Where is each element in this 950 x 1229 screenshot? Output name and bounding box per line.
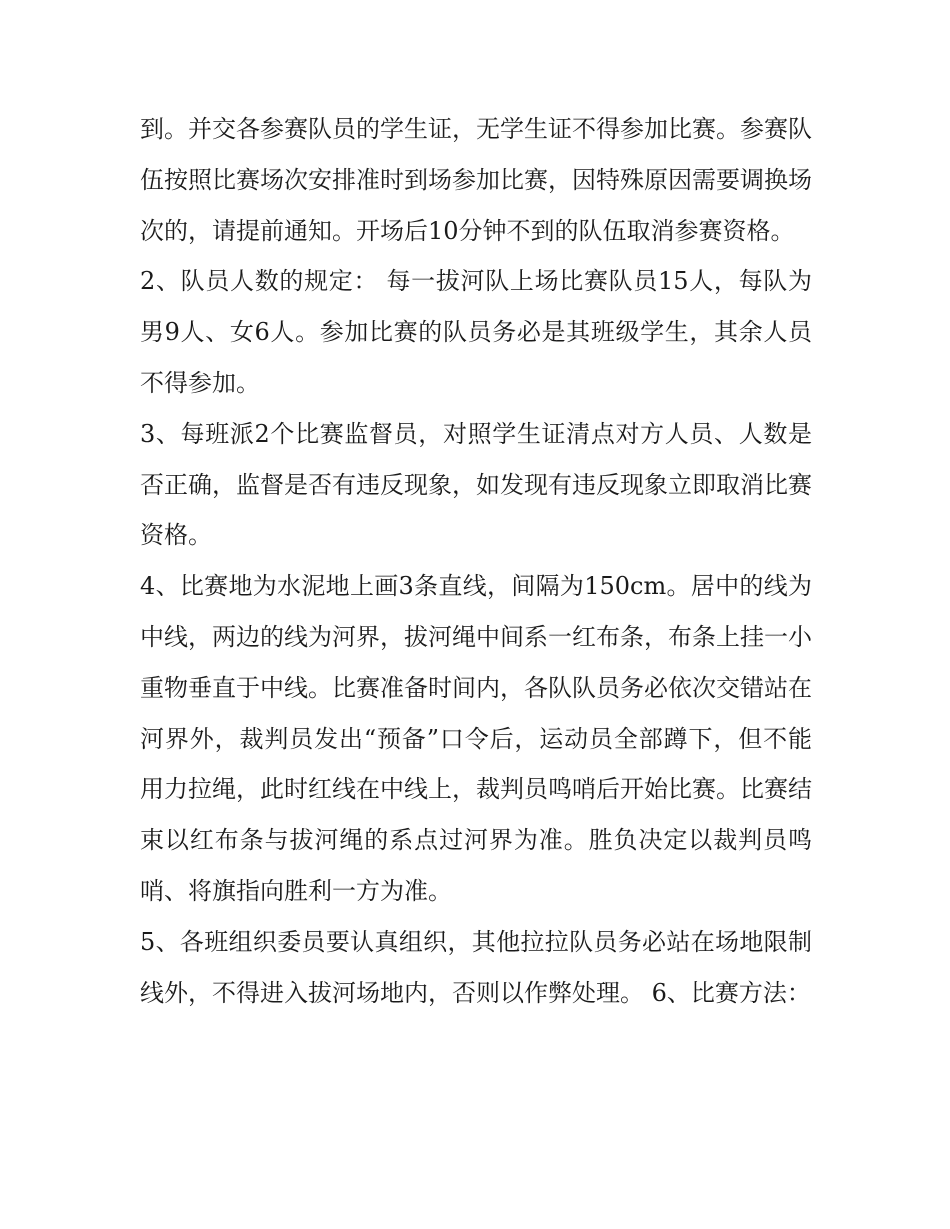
document-body bbox=[140, 104, 812, 1018]
paragraph-organization: 5、各班组织委员要认真组织，其他拉拉队员务必站在场地限制线外，不得进入拔河场地内，否则以作弊处理。 6、比赛方法： bbox=[140, 927, 812, 1007]
paragraph-field-rules: 4、比赛地为水泥地上画3条直线，间隔为150cm。居中的线为中线，两边的线为河界，拔河绳中间系一红布条，布条上挂一小重物垂直于中线。比赛准备时间内，各队队员务必依次交错站在河界外，裁判员发出“预备”口令后，运动员全部蹲下，但不能用力拉绳，此时红线在中线上，裁判员鸣哨后开始比赛。比赛结束以红布条与拔河绳的系点过河界为准。胜负决定以裁判员鸣哨、将旗指向胜利一方为准。 bbox=[140, 572, 812, 905]
paragraph-supervisors: 3、每班派2个比赛监督员，对照学生证清点对方人员、人数是否正确，监督是否有违反现象，如发现有违反现象立即取消比赛资格。 bbox=[140, 419, 812, 550]
paragraph-team-size-rule: 2、队员人数的规定： 每一拔河队上场比赛队员15人，每队为男9人、女6人。参加比赛的队员务必是其班级学生，其余人员不得参加。 bbox=[140, 267, 812, 397]
paragraph-registration: 到。并交各参赛队员的学生证，无学生证不得参加比赛。参赛队伍按照比赛场次安排准时到场参加比赛，因特殊原因需要调换场次的，请提前通知。开场后10分钟不到的队伍取消参赛资格。 bbox=[140, 115, 812, 245]
